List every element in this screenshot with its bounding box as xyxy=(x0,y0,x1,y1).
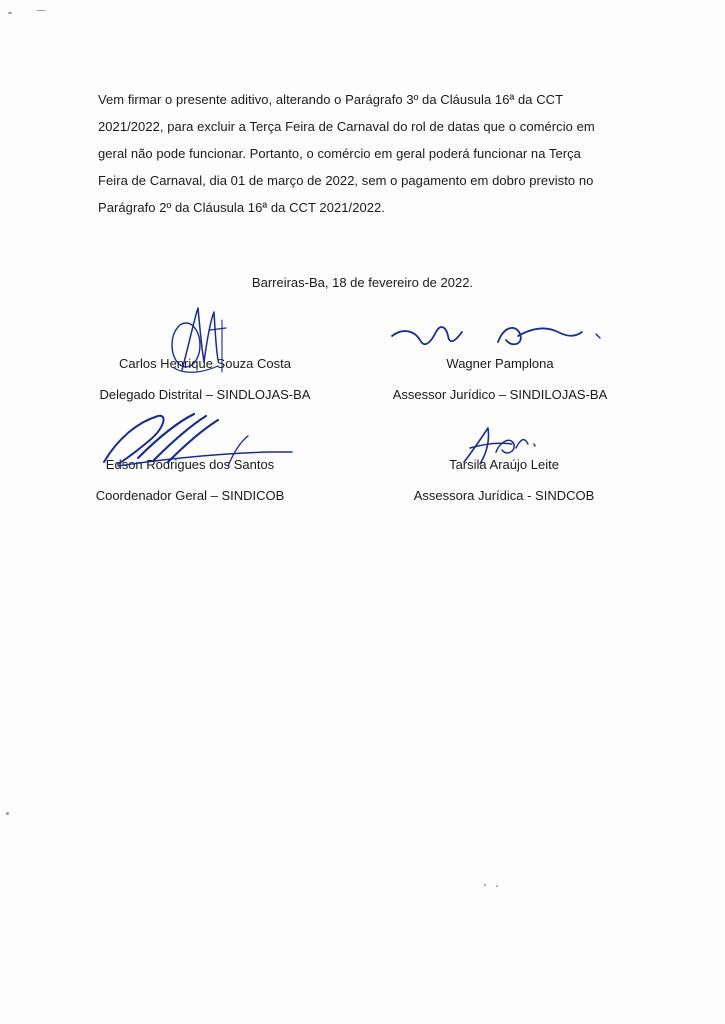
signatory-name: Carlos Henrique Souza Costa xyxy=(119,356,291,371)
paragraph-line: Parágrafo 2º da Cláusula 16ª da CCT 2021/2022. xyxy=(98,200,385,215)
paragraph-line: 2021/2022, para excluir a Terça Feira de Carnaval do rol de datas que o comércio em xyxy=(98,119,595,134)
signature-edson xyxy=(98,408,298,478)
signatory-role: Assessora Jurídica - SINDCOB xyxy=(413,488,595,503)
scan-mark xyxy=(484,884,486,886)
signature-wagner xyxy=(390,318,610,358)
amendment-paragraph xyxy=(98,86,616,221)
signatory-role: Assessor Jurídico – SINDILOJAS-BA xyxy=(392,387,608,402)
signature-carlos xyxy=(160,300,240,390)
signatory-name: Wagner Pamplona xyxy=(446,356,554,371)
signatory-block-2 xyxy=(350,356,650,406)
place-and-date: Barreiras-Ba, 18 de fevereiro de 2022. xyxy=(251,275,474,290)
signatory-role: Coordenador Geral – SINDICOB xyxy=(95,488,285,503)
scan-mark xyxy=(496,885,498,887)
signature-tarsila xyxy=(450,422,550,472)
signatory-name: Tarsila Araújo Leite xyxy=(449,457,559,472)
scan-mark xyxy=(6,812,9,815)
scan-mark xyxy=(8,12,12,14)
paragraph-line: Feira de Carnaval, dia 01 de março de 2022, sem o pagamento em dobro previsto no xyxy=(98,173,594,188)
signatory-name: Edson Rodrigues dos Santos xyxy=(105,457,275,472)
signatory-role: Delegado Distrital – SINDLOJAS-BA xyxy=(99,387,311,402)
paragraph-line: geral não pode funcionar. Portanto, o comércio em geral poderá funcionar na Terça xyxy=(98,146,581,161)
paragraph-line: Vem firmar o presente aditivo, alterando o Parágrafo 3º da Cláusula 16ª da CCT xyxy=(98,92,564,107)
scan-mark xyxy=(36,10,46,11)
